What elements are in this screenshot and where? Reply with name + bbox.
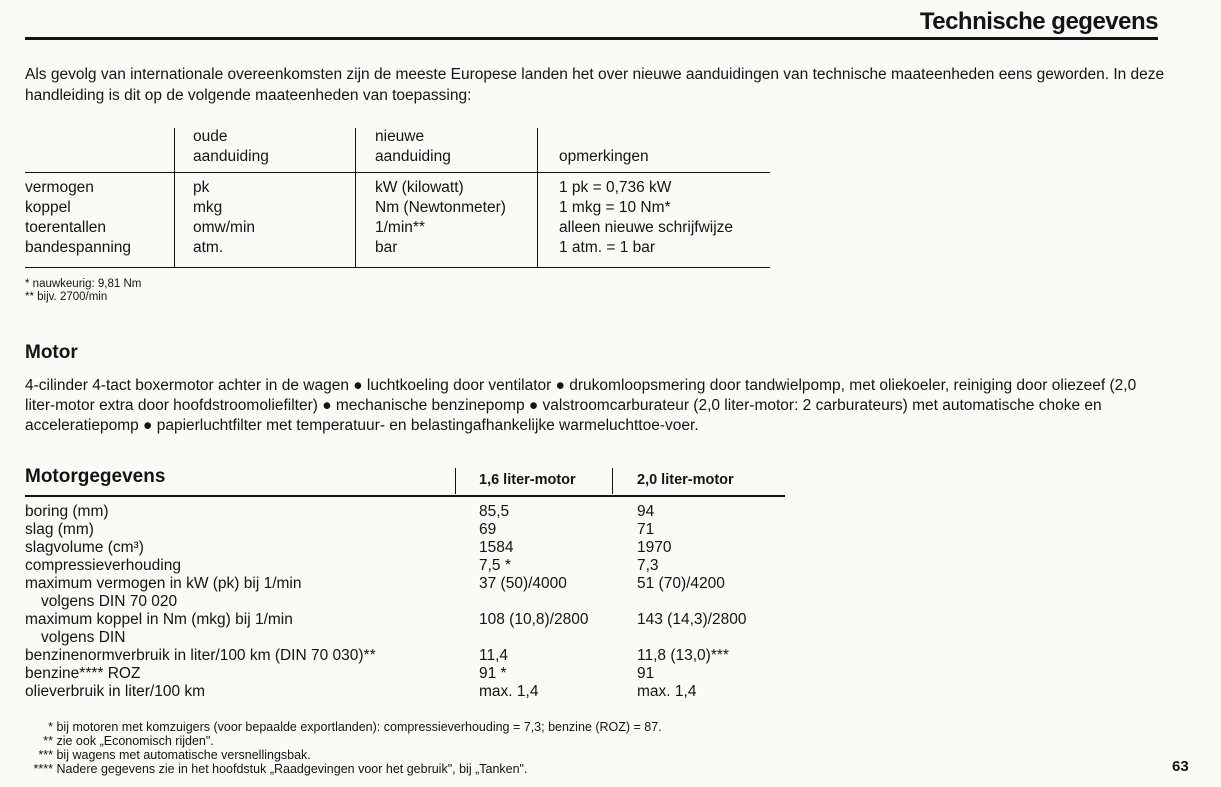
motor-data-value-20: 94 — [637, 503, 655, 520]
units-remark: 1 atm. = 1 bar — [559, 239, 656, 256]
motor-data-heading: Motorgegevens — [25, 466, 166, 487]
motor-data-label: slag (mm) — [25, 521, 94, 538]
motor-data-label: slagvolume (cm³) — [25, 539, 144, 556]
motor-data-footnote — [25, 748, 662, 762]
page-number: 63 — [1172, 758, 1189, 775]
motor-data-value-20: 51 (70)/4200 — [637, 575, 725, 592]
motor-data-divider-1 — [455, 468, 456, 494]
motor-data-value-20: 7,3 — [637, 557, 659, 574]
motor-data-value-16: 7,5 * — [479, 557, 511, 574]
motor-data-value-20: 11,8 (13,0)*** — [637, 647, 729, 664]
motor-data-footnote — [25, 734, 662, 748]
units-old: pk — [193, 179, 210, 196]
motor-data-header-rule — [25, 495, 785, 497]
motor-data-value-20: max. 1,4 — [637, 683, 697, 700]
title-rule — [25, 37, 1158, 40]
units-bottom-rule — [25, 267, 770, 268]
motor-data-label: boring (mm) — [25, 503, 109, 520]
table-row — [25, 219, 770, 239]
units-quantity: vermogen — [25, 179, 94, 196]
units-old: omw/min — [193, 219, 256, 236]
intro-paragraph: Als gevolg van internationale overeenkomsten zijn de meeste Europese landen het over nieuwe aanduidingen van technische maateenheden eens geworden. In deze handleiding is dit op de volgende maateenheden van toepassing: — [25, 66, 1165, 104]
motor-data-divider-2 — [612, 468, 613, 494]
section-title: Technische gegevens — [919, 8, 1158, 35]
motor-data-value-16: 91 * — [479, 665, 507, 682]
motor-data-value-16: max. 1,4 — [479, 683, 539, 700]
footnote-text: zie ook „Economisch rijden". — [56, 734, 214, 748]
motor-data-label: benzinenormverbruik in liter/100 km (DIN 70 030)** — [25, 647, 376, 664]
motor-data-value-20: 143 (14,3)/2800 — [637, 611, 747, 628]
units-remark: alleen nieuwe schrijfwijze — [559, 219, 734, 236]
motor-data-label: volgens DIN — [41, 629, 126, 646]
motor-data-footnote — [25, 720, 662, 734]
footnote-mark: ** — [43, 734, 53, 748]
table-row — [25, 239, 770, 259]
motor-data-label: compressieverhouding — [25, 557, 181, 574]
footnote-mark: *** — [38, 748, 53, 762]
motor-data-value-20: 71 — [637, 521, 655, 538]
units-new: 1/min** — [375, 219, 425, 236]
motor-data-value-16: 1584 — [479, 539, 514, 556]
units-footnotes — [25, 278, 141, 304]
footnote-mark: * — [48, 720, 53, 734]
units-quantity: toerentallen — [25, 219, 107, 236]
units-header-rule — [25, 172, 770, 173]
units-header-remarks: opmerkingen — [559, 148, 649, 165]
motor-data-label: olieverbruik in liter/100 km — [25, 683, 206, 700]
units-new: bar — [375, 239, 398, 256]
motor-data-label: maximum vermogen in kW (pk) bij 1/min — [25, 575, 302, 592]
motor-data-value-16: 11,4 — [479, 647, 509, 664]
footnote-text: Nadere gegevens zie in het hoofdstuk „Raadgevingen voor het gebruik", bij „Tanken". — [56, 762, 528, 776]
table-row — [25, 179, 770, 199]
units-footnote: ** bijv. 2700/min — [25, 291, 108, 303]
units-footnote: * nauwkeurig: 9,81 Nm — [25, 278, 142, 290]
motor-data-label: benzine**** ROZ — [25, 665, 141, 682]
units-new: Nm (Newtonmeter) — [375, 199, 506, 216]
motor-data-footnotes — [25, 720, 662, 776]
units-header-old-1: oude — [193, 128, 228, 145]
motor-data-footnote — [25, 762, 662, 776]
motor-data-value-16: 108 (10,8)/2800 — [479, 611, 589, 628]
motor-data-col-20: 2,0 liter-motor — [637, 472, 734, 488]
units-old: mkg — [193, 199, 223, 216]
motor-data-value-16: 85,5 — [479, 503, 510, 520]
units-quantity: koppel — [25, 199, 71, 216]
motor-heading: Motor — [25, 342, 78, 363]
motor-data-value-16: 69 — [479, 521, 497, 538]
motor-description: 4-cilinder 4-tact boxermotor achter in de wagen ● luchtkoeling door ventilator ● drukomloopsmering door tandwielpomp, met oliekoeler, reiniging door oliezeef (2,0 liter-motor extra door hoofdstroomoliefilter) ● mechanische benzinepomp ● valstroomcarburateur (2,0 liter-motor: 2 carburateurs) met automatische choke en acceleratiepomp ● papierluchtfilter met temperatuur- en belastingafhankelijke warmeluchttoe-voer. — [25, 377, 1137, 434]
footnote-mark: **** — [33, 762, 53, 776]
motor-data-value-20: 91 — [637, 665, 655, 682]
units-header-new-2: aanduiding — [375, 148, 451, 165]
units-quantity: bandespanning — [25, 239, 132, 256]
footnote-text: bij wagens met automatische versnellingsbak. — [56, 748, 311, 762]
units-new: kW (kilowatt) — [375, 179, 464, 196]
motor-data-col-16: 1,6 liter-motor — [479, 472, 576, 488]
motor-data-value-20: 1970 — [637, 539, 672, 556]
units-remark: 1 mkg = 10 Nm* — [559, 199, 671, 216]
units-header-new-1: nieuwe — [375, 128, 425, 145]
units-old: atm. — [193, 239, 224, 256]
units-header-old-2: aanduiding — [193, 148, 269, 165]
motor-data-value-16: 37 (50)/4000 — [479, 575, 567, 592]
motor-data-label: volgens DIN 70 020 — [41, 593, 178, 610]
units-remark: 1 pk = 0,736 kW — [559, 179, 672, 196]
footnote-text: bij motoren met komzuigers (voor bepaalde exportlanden): compressieverhouding = 7,3; benzine (ROZ) = 87. — [56, 720, 662, 734]
table-row — [25, 199, 770, 219]
motor-data-label: maximum koppel in Nm (mkg) bij 1/min — [25, 611, 293, 628]
